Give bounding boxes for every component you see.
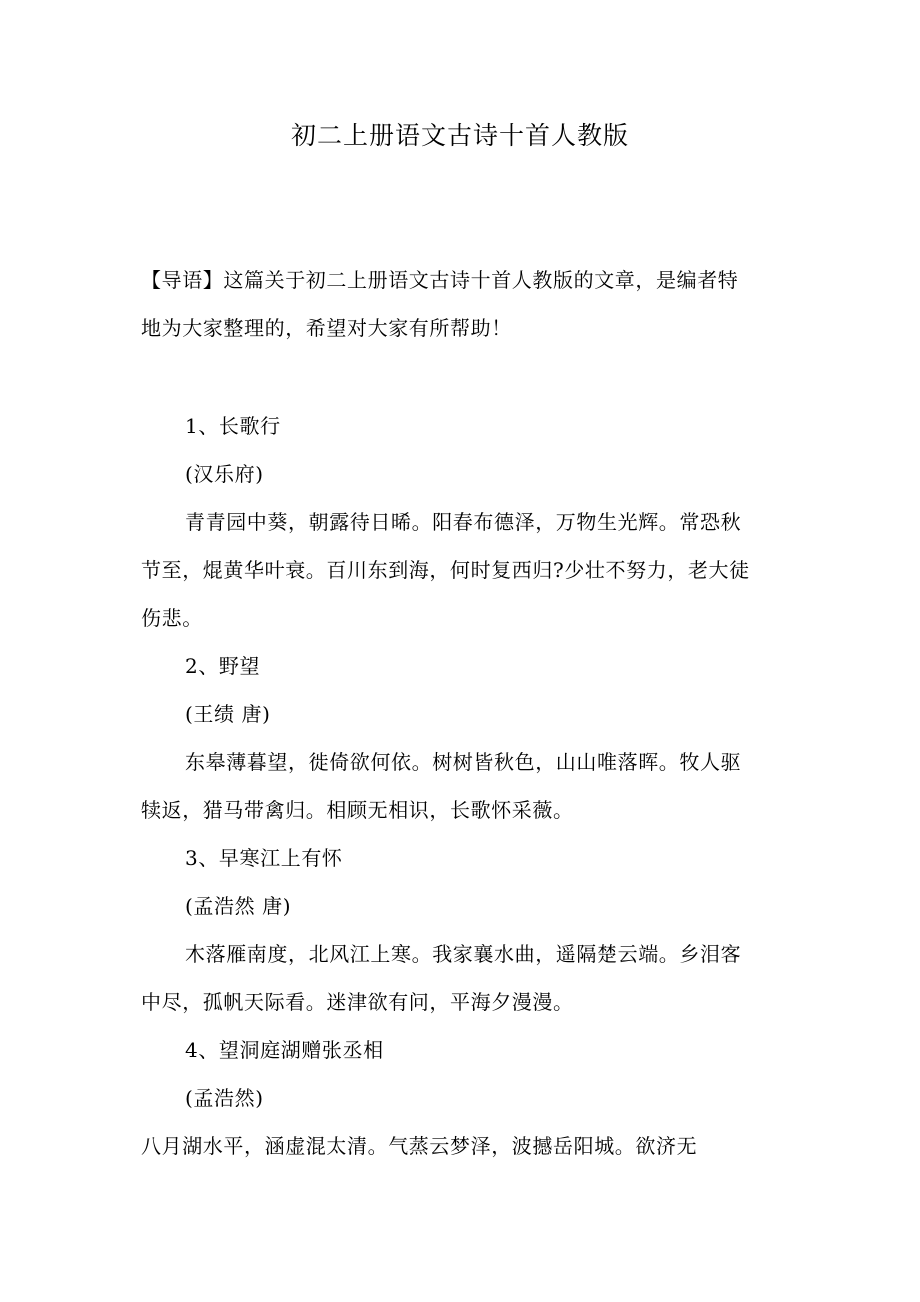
poem-heading: 2、野望 xyxy=(185,654,261,678)
poem-line: 木落雁南度，北风江上寒。我家襄水曲，遥隔楚云端。乡泪客 xyxy=(185,942,742,966)
intro-line: 地为大家整理的，希望对大家有所帮助！ xyxy=(141,316,512,340)
poem-line: 青青园中葵，朝露待日晞。阳春布德泽，万物生光辉。常恐秋 xyxy=(185,510,742,534)
poem-2 xyxy=(141,642,781,834)
poem-line: 东皋薄暮望，徙倚欲何依。树树皆秋色，山山唯落晖。牧人驱 xyxy=(185,750,742,774)
poem-4 xyxy=(141,1026,781,1170)
poem-author: (王绩 唐) xyxy=(185,702,271,726)
poem-line: 中尽，孤帆天际看。迷津欲有问，平海夕漫漫。 xyxy=(141,990,574,1014)
intro-paragraph xyxy=(141,256,781,352)
poem-author: (汉乐府) xyxy=(185,462,264,486)
poem-3 xyxy=(141,834,781,1026)
poem-heading: 4、望洞庭湖赠张丞相 xyxy=(185,1038,384,1062)
intro-line: 【导语】这篇关于初二上册语文古诗十首人教版的文章，是编者特 xyxy=(141,268,739,292)
poem-1 xyxy=(141,402,781,642)
poem-author: (孟浩然 唐) xyxy=(185,894,292,918)
poem-line: 犊返，猎马带禽归。相顾无相识，长歌怀采薇。 xyxy=(141,798,574,822)
poem-line: 八月湖水平，涵虚混太清。气蒸云梦泽，波撼岳阳城。欲济无 xyxy=(141,1134,698,1158)
poem-line: 节至，焜黄华叶衰。百川东到海，何时复西归?少壮不努力，老大徒 xyxy=(141,558,750,582)
poem-line: 伤悲。 xyxy=(141,606,203,630)
poem-heading: 3、早寒江上有怀 xyxy=(185,846,343,870)
poem-author: (孟浩然) xyxy=(185,1086,264,1110)
document-title: 初二上册语文古诗十首人教版 xyxy=(290,121,629,150)
poem-heading: 1、长歌行 xyxy=(185,414,281,438)
